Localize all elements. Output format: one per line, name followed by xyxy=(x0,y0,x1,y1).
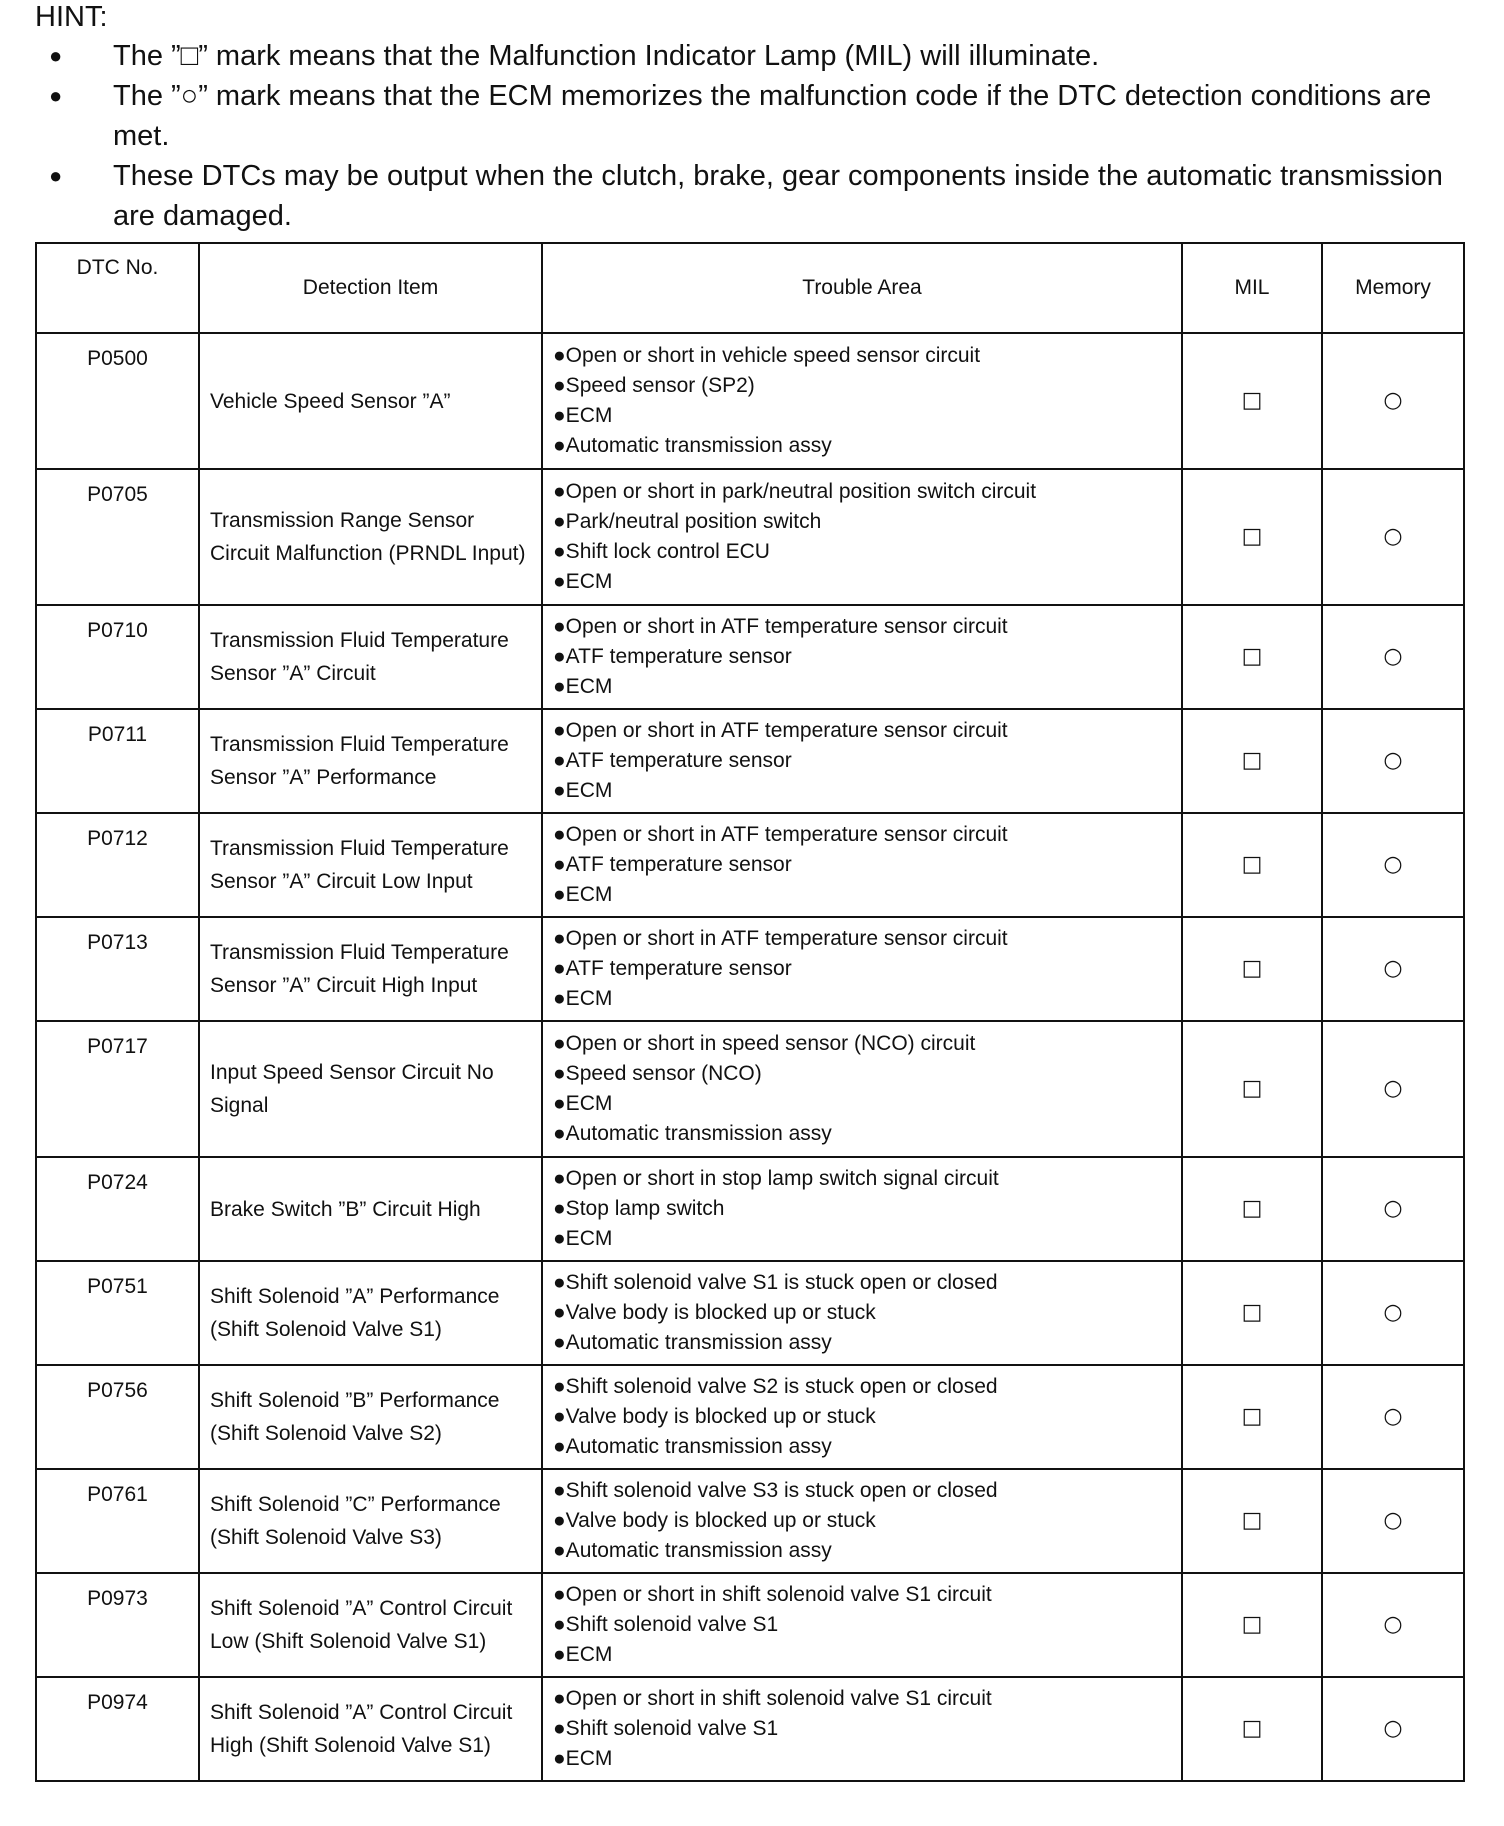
square-mark-icon: □ xyxy=(1241,1508,1263,1533)
trouble-area-item: ●Automatic transmission assy xyxy=(553,1435,832,1458)
column-header-detection: Detection Item xyxy=(199,243,542,333)
memory-cell xyxy=(1322,1021,1464,1157)
trouble-area-item: ●Shift solenoid valve S3 is stuck open or closed xyxy=(553,1479,998,1502)
memory-cell xyxy=(1322,709,1464,813)
square-mark-icon: □ xyxy=(1241,1076,1263,1101)
detection-item: Brake Switch ”B” Circuit High xyxy=(199,1157,542,1261)
dtc-code: P0713 xyxy=(36,917,199,1021)
trouble-area-item: ●Open or short in stop lamp switch signal circuit xyxy=(553,1167,999,1190)
mil-cell xyxy=(1182,1157,1322,1261)
circle-mark-icon: ○ xyxy=(1383,1404,1403,1429)
table-row xyxy=(36,917,1464,1021)
memory-cell xyxy=(1322,917,1464,1021)
memory-cell xyxy=(1322,1469,1464,1573)
detection-item: Vehicle Speed Sensor ”A” xyxy=(199,333,542,469)
trouble-area-item: ●ECM xyxy=(553,1747,613,1770)
circle-mark-icon: ○ xyxy=(1383,1300,1403,1325)
trouble-area-list xyxy=(553,716,1181,806)
detection-item: Shift Solenoid ”C” Performance (Shift Solenoid Valve S3) xyxy=(199,1469,542,1573)
detection-item: Transmission Fluid Temperature Sensor ”A” Circuit High Input xyxy=(199,917,542,1021)
mil-cell xyxy=(1182,709,1322,813)
square-mark-icon: □ xyxy=(1241,524,1263,549)
table-row xyxy=(36,1157,1464,1261)
dtc-code: P0717 xyxy=(36,1021,199,1157)
dtc-code: P0724 xyxy=(36,1157,199,1261)
column-header-memory: Memory xyxy=(1322,243,1464,333)
trouble-area-list xyxy=(553,1268,1181,1358)
trouble-area-item: ●Open or short in ATF temperature sensor circuit xyxy=(553,615,1008,638)
table-row xyxy=(36,1365,1464,1469)
detection-item: Transmission Fluid Temperature Sensor ”A” Performance xyxy=(199,709,542,813)
square-mark-icon: □ xyxy=(1241,1404,1263,1429)
trouble-area-item: ●ECM xyxy=(553,570,613,593)
trouble-area-list xyxy=(553,477,1181,597)
trouble-area-item: ●Stop lamp switch xyxy=(553,1197,725,1220)
trouble-area xyxy=(542,605,1182,709)
memory-cell xyxy=(1322,469,1464,605)
trouble-area-item: ●ECM xyxy=(553,404,613,427)
trouble-area-item: ●Automatic transmission assy xyxy=(553,434,832,457)
trouble-area-item: ●ECM xyxy=(553,1092,613,1115)
trouble-area xyxy=(542,1365,1182,1469)
memory-cell xyxy=(1322,1157,1464,1261)
trouble-area-list xyxy=(553,1684,1181,1774)
trouble-area xyxy=(542,917,1182,1021)
hint-item xyxy=(35,36,1475,76)
trouble-area-list xyxy=(553,1372,1181,1462)
trouble-area xyxy=(542,1469,1182,1573)
trouble-area xyxy=(542,709,1182,813)
trouble-area-item: ●Shift solenoid valve S1 xyxy=(553,1717,779,1740)
mil-cell xyxy=(1182,917,1322,1021)
trouble-area-list xyxy=(553,1580,1181,1670)
trouble-area-list xyxy=(553,820,1181,910)
detection-item: Transmission Range Sensor Circuit Malfunction (PRNDL Input) xyxy=(199,469,542,605)
bullet-icon: ● xyxy=(49,163,63,188)
bullet-icon: ● xyxy=(49,83,63,108)
table-header-row xyxy=(36,243,1464,333)
mil-cell xyxy=(1182,1469,1322,1573)
circle-mark-icon: ○ xyxy=(1383,524,1403,549)
trouble-area-item: ●Open or short in speed sensor (NCO) circuit xyxy=(553,1032,976,1055)
mil-cell xyxy=(1182,1573,1322,1677)
table-row xyxy=(36,1677,1464,1781)
dtc-code: P0711 xyxy=(36,709,199,813)
trouble-area xyxy=(542,1573,1182,1677)
circle-mark-icon: ○ xyxy=(1383,1508,1403,1533)
trouble-area xyxy=(542,813,1182,917)
trouble-area-item: ●Shift solenoid valve S1 is stuck open or closed xyxy=(553,1271,998,1294)
trouble-area xyxy=(542,333,1182,469)
dtc-code: P0761 xyxy=(36,1469,199,1573)
trouble-area-item: ●ECM xyxy=(553,883,613,906)
dtc-table xyxy=(35,242,1465,1782)
trouble-area-item: ●ECM xyxy=(553,987,613,1010)
trouble-area-item: ●ATF temperature sensor xyxy=(553,957,792,980)
trouble-area-item: ●Speed sensor (SP2) xyxy=(553,374,755,397)
memory-cell xyxy=(1322,1677,1464,1781)
trouble-area-item: ●Open or short in park/neutral position switch circuit xyxy=(553,480,1037,503)
trouble-area-list xyxy=(553,341,1181,461)
square-mark-icon: □ xyxy=(1241,1612,1263,1637)
trouble-area-item: ●ECM xyxy=(553,1643,613,1666)
memory-cell xyxy=(1322,333,1464,469)
circle-mark-icon: ○ xyxy=(1383,1716,1403,1741)
trouble-area xyxy=(542,1261,1182,1365)
memory-cell xyxy=(1322,813,1464,917)
trouble-area-item: ●Shift solenoid valve S2 is stuck open or closed xyxy=(553,1375,998,1398)
trouble-area-item: ●Valve body is blocked up or stuck xyxy=(553,1301,876,1324)
table-row xyxy=(36,605,1464,709)
square-mark-icon: □ xyxy=(1241,748,1263,773)
trouble-area-item: ●Open or short in ATF temperature sensor circuit xyxy=(553,927,1008,950)
memory-cell xyxy=(1322,605,1464,709)
hint-text: The ”○” mark means that the ECM memorizes the malfunction code if the DTC detection conditions are met. xyxy=(113,80,1432,152)
mil-cell xyxy=(1182,469,1322,605)
circle-mark-icon: ○ xyxy=(1383,388,1403,413)
trouble-area xyxy=(542,1021,1182,1157)
trouble-area-item: ●ATF temperature sensor xyxy=(553,645,792,668)
detection-item: Shift Solenoid ”A” Control Circuit High (Shift Solenoid Valve S1) xyxy=(199,1677,542,1781)
hint-title: HINT: xyxy=(35,1,108,33)
column-header-trouble: Trouble Area xyxy=(542,243,1182,333)
column-header-mil: MIL xyxy=(1182,243,1322,333)
square-mark-icon: □ xyxy=(1241,852,1263,877)
detection-item: Transmission Fluid Temperature Sensor ”A” Circuit Low Input xyxy=(199,813,542,917)
trouble-area-item: ●Open or short in ATF temperature sensor circuit xyxy=(553,719,1008,742)
memory-cell xyxy=(1322,1573,1464,1677)
table-row xyxy=(36,709,1464,813)
table-row xyxy=(36,1021,1464,1157)
trouble-area xyxy=(542,1677,1182,1781)
square-mark-icon: □ xyxy=(1241,956,1263,981)
hint-section xyxy=(35,0,1475,236)
column-header-dtc: DTC No. xyxy=(36,243,199,333)
hint-text: The ”□” mark means that the Malfunction Indicator Lamp (MIL) will illuminate. xyxy=(113,40,1100,72)
circle-mark-icon: ○ xyxy=(1383,956,1403,981)
trouble-area-list xyxy=(553,924,1181,1014)
trouble-area-item: ●Automatic transmission assy xyxy=(553,1122,832,1145)
trouble-area-list xyxy=(553,1029,1181,1149)
trouble-area-item: ●Open or short in shift solenoid valve S1 circuit xyxy=(553,1583,992,1606)
mil-cell xyxy=(1182,1365,1322,1469)
square-mark-icon: □ xyxy=(1241,388,1263,413)
table-body xyxy=(36,333,1464,1781)
trouble-area-item: ●Speed sensor (NCO) xyxy=(553,1062,762,1085)
trouble-area-item: ●Automatic transmission assy xyxy=(553,1331,832,1354)
detection-item: Shift Solenoid ”A” Performance (Shift Solenoid Valve S1) xyxy=(199,1261,542,1365)
mil-cell xyxy=(1182,813,1322,917)
dtc-code: P0712 xyxy=(36,813,199,917)
trouble-area-item: ●Open or short in shift solenoid valve S1 circuit xyxy=(553,1687,992,1710)
trouble-area-item: ●ATF temperature sensor xyxy=(553,853,792,876)
mil-cell xyxy=(1182,1677,1322,1781)
memory-cell xyxy=(1322,1261,1464,1365)
mil-cell xyxy=(1182,605,1322,709)
dtc-code: P0710 xyxy=(36,605,199,709)
hint-item xyxy=(35,156,1475,236)
circle-mark-icon: ○ xyxy=(1383,644,1403,669)
square-mark-icon: □ xyxy=(1241,1196,1263,1221)
trouble-area-item: ●Shift lock control ECU xyxy=(553,540,770,563)
trouble-area-list xyxy=(553,1164,1181,1254)
detection-item: Input Speed Sensor Circuit No Signal xyxy=(199,1021,542,1157)
detection-item: Shift Solenoid ”A” Control Circuit Low (Shift Solenoid Valve S1) xyxy=(199,1573,542,1677)
square-mark-icon: □ xyxy=(1241,1716,1263,1741)
trouble-area-item: ●Automatic transmission assy xyxy=(553,1539,832,1562)
detection-item: Transmission Fluid Temperature Sensor ”A” Circuit xyxy=(199,605,542,709)
trouble-area-item: ●Open or short in ATF temperature sensor circuit xyxy=(553,823,1008,846)
trouble-area-item: ●ATF temperature sensor xyxy=(553,749,792,772)
memory-cell xyxy=(1322,1365,1464,1469)
trouble-area-item: ●Shift solenoid valve S1 xyxy=(553,1613,779,1636)
trouble-area-item: ●Valve body is blocked up or stuck xyxy=(553,1509,876,1532)
trouble-area-list xyxy=(553,612,1181,702)
square-mark-icon: □ xyxy=(1241,1300,1263,1325)
hint-list xyxy=(35,36,1475,236)
table-row xyxy=(36,1261,1464,1365)
dtc-code: P0973 xyxy=(36,1573,199,1677)
mil-cell xyxy=(1182,1021,1322,1157)
mil-cell xyxy=(1182,1261,1322,1365)
circle-mark-icon: ○ xyxy=(1383,852,1403,877)
hint-item xyxy=(35,76,1475,156)
table-row xyxy=(36,469,1464,605)
dtc-code: P0751 xyxy=(36,1261,199,1365)
detection-item: Shift Solenoid ”B” Performance (Shift Solenoid Valve S2) xyxy=(199,1365,542,1469)
trouble-area xyxy=(542,469,1182,605)
table-row xyxy=(36,813,1464,917)
trouble-area-item: ●Valve body is blocked up or stuck xyxy=(553,1405,876,1428)
trouble-area-item: ●Open or short in vehicle speed sensor circuit xyxy=(553,344,981,367)
dtc-code: P0756 xyxy=(36,1365,199,1469)
hint-text: These DTCs may be output when the clutch, brake, gear components inside the automatic transmission are damaged. xyxy=(113,160,1443,232)
table-row xyxy=(36,333,1464,469)
table-row xyxy=(36,1573,1464,1677)
table-row xyxy=(36,1469,1464,1573)
circle-mark-icon: ○ xyxy=(1383,1612,1403,1637)
trouble-area-item: ●ECM xyxy=(553,779,613,802)
dtc-code: P0705 xyxy=(36,469,199,605)
trouble-area-item: ●ECM xyxy=(553,675,613,698)
circle-mark-icon: ○ xyxy=(1383,748,1403,773)
circle-mark-icon: ○ xyxy=(1383,1196,1403,1221)
trouble-area xyxy=(542,1157,1182,1261)
circle-mark-icon: ○ xyxy=(1383,1076,1403,1101)
dtc-code: P0974 xyxy=(36,1677,199,1781)
trouble-area-item: ●Park/neutral position switch xyxy=(553,510,822,533)
bullet-icon: ● xyxy=(49,43,63,68)
square-mark-icon: □ xyxy=(1241,644,1263,669)
trouble-area-list xyxy=(553,1476,1181,1566)
trouble-area-item: ●ECM xyxy=(553,1227,613,1250)
mil-cell xyxy=(1182,333,1322,469)
dtc-code: P0500 xyxy=(36,333,199,469)
